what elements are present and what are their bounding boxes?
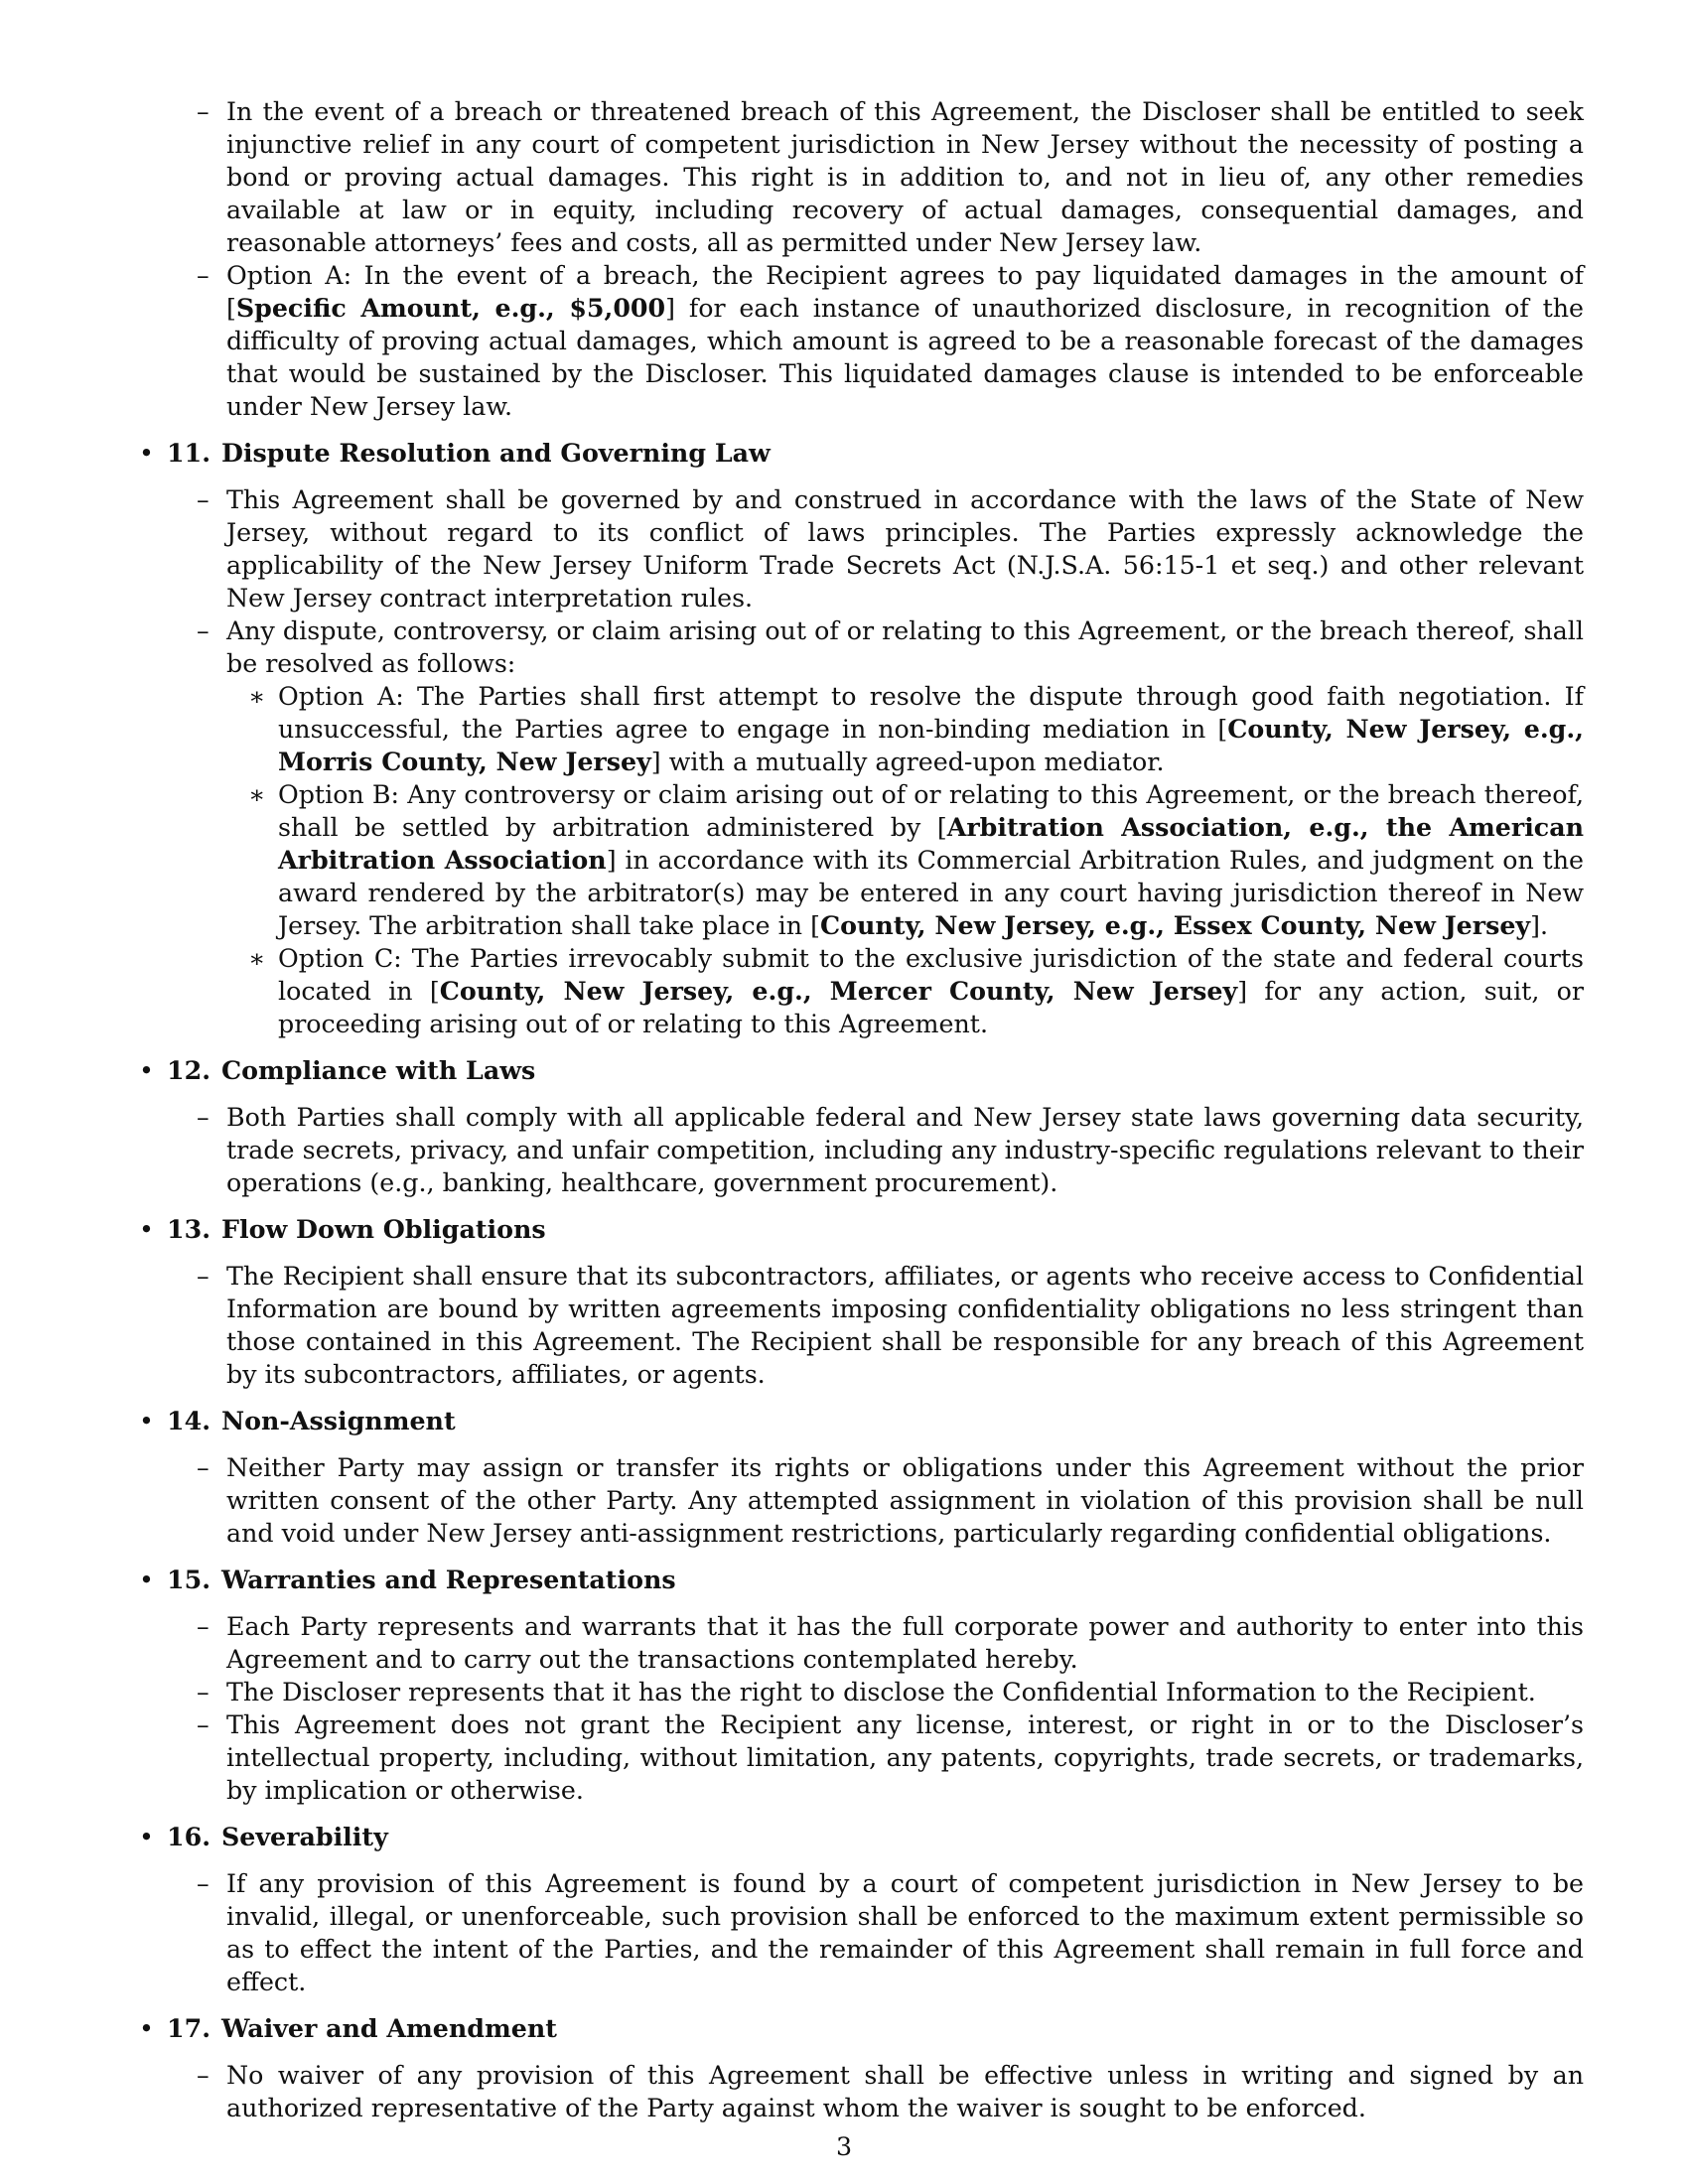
section-13 xyxy=(139,1213,1584,1391)
list-item: – No waiver of any provision of this Agreement shall be effective unless in writing and signed by an authorized representative of the Party against whom the waiver is sought to be enforced. xyxy=(226,2059,1584,2124)
option-item: ∗ Option B: Any controversy or claim arising out of or relating to this Agreement, or the breach thereof, shall be settled by arbitration administered by [Arbitration Association, e.g., the American Arbitration Association] in accordance with its Commercial Arbitration Rules, and judgment on the award rendered by the arbitrator(s) may be entered in any court having jurisdiction thereof in New Jersey. The arbitration shall take place in [County, New Jersey, e.g., Essex County, New Jersey]. xyxy=(278,778,1584,942)
section-15 xyxy=(139,1564,1584,1807)
section-list xyxy=(226,1101,1584,1199)
section-10-continued-list xyxy=(226,95,1584,423)
list-item: – The Recipient shall ensure that its subcontractors, affiliates, or agents who receive access to Confidential Information are bound by written agreements imposing confidentiality obligations no less stringent than those contained in this Agreement. The Recipient shall be responsible for any breach of this Agreement by its subcontractors, affiliates, or agents. xyxy=(226,1260,1584,1391)
section-list xyxy=(226,1260,1584,1391)
list-item: – This Agreement does not grant the Recipient any license, interest, or right in or to the Discloser’s intellectual property, including, without limitation, any patents, copyrights, trade secrets, or trademarks, by implication or otherwise. xyxy=(226,1708,1584,1807)
section-list xyxy=(226,2059,1584,2124)
option-item: ∗ Option A: The Parties shall first attempt to resolve the dispute through good faith negotiation. If unsuccessful, the Parties agree to engage in non-binding mediation in [County, New Jersey, e.g., Morris County, New Jersey] with a mutually agreed-upon mediator. xyxy=(278,680,1584,778)
section-heading: • 15. Warranties and Representations xyxy=(139,1564,1584,1596)
section-11 xyxy=(139,437,1584,1040)
list-item: – Neither Party may assign or transfer its rights or obligations under this Agreement without the prior written consent of the other Party. Any attempted assignment in violation of this provision shall be null and void under New Jersey anti-assignment restrictions, particularly regarding confidential obligations. xyxy=(226,1451,1584,1550)
list-item: – Option A: In the event of a breach, the Recipient agrees to pay liquidated damages in the amount of [Specific Amount, e.g., $5,000] for each instance of unauthorized disclosure, in recognition of the difficulty of proving actual damages, which amount is agreed to be a reasonable forecast of the damages that would be sustained by the Discloser. This liquidated damages clause is intended to be enforceable under New Jersey law. xyxy=(226,259,1584,423)
section-17 xyxy=(139,2012,1584,2124)
section-heading: • 11. Dispute Resolution and Governing Law xyxy=(139,437,1584,470)
option-item: ∗ Option C: The Parties irrevocably submit to the exclusive jurisdiction of the state and federal courts located in [County, New Jersey, e.g., Mercer County, New Jersey] for any action, suit, or proceeding arising out of or relating to this Agreement. xyxy=(278,942,1584,1040)
list-item: – Each Party represents and warrants that it has the full corporate power and authority to enter into this Agreement and to carry out the transactions contemplated hereby. xyxy=(226,1610,1584,1676)
document-page xyxy=(139,95,1584,2138)
page-number: 3 xyxy=(835,2132,853,2161)
section-heading: • 12. Compliance with Laws xyxy=(139,1054,1584,1087)
option-list xyxy=(278,680,1584,1040)
section-list xyxy=(226,1867,1584,1998)
section-list xyxy=(226,1451,1584,1550)
list-item: – If any provision of this Agreement is found by a court of competent jurisdiction in New Jersey to be invalid, illegal, or unenforceable, such provision shall be enforced to the maximum extent permissible so as to effect the intent of the Parties, and the remainder of this Agreement shall remain in full force and effect. xyxy=(226,1867,1584,1998)
section-heading: • 13. Flow Down Obligations xyxy=(139,1213,1584,1246)
section-list xyxy=(226,1610,1584,1807)
section-list xyxy=(226,483,1584,1040)
section-heading: • 17. Waiver and Amendment xyxy=(139,2012,1584,2045)
list-item: – This Agreement shall be governed by and construed in accordance with the laws of the State of New Jersey, without regard to its conflict of laws principles. The Parties expressly acknowledge the applicability of the New Jersey Uniform Trade Secrets Act (N.J.S.A. 56:15-1 et seq.) and other relevant New Jersey contract interpretation rules. xyxy=(226,483,1584,614)
section-16 xyxy=(139,1821,1584,1998)
list-item: – In the event of a breach or threatened breach of this Agreement, the Discloser shall be entitled to seek injunctive relief in any court of competent jurisdiction in New Jersey without the necessity of posting a bond or proving actual damages. This right is in addition to, and not in lieu of, any other remedies available at law or in equity, including recovery of actual damages, consequential damages, and reasonable attorneys’ fees and costs, all as permitted under New Jersey law. xyxy=(226,95,1584,259)
list-item: – The Discloser represents that it has the right to disclose the Confidential Information to the Recipient. xyxy=(226,1676,1584,1708)
list-item: – Any dispute, controversy, or claim arising out of or relating to this Agreement, or the breach thereof, shall be resolved as follows: ∗ Option A: The Parties shall first attempt to resolve the dispute through good faith negotiation. If unsuccessful, the Parties agree to engage in non-binding mediation in [County, New Jersey, e.g., Morris County, New Jersey] with a mutually agreed-upon mediator. ∗ Option B: Any controversy or claim arising out of or relating to this Agreement, or the breach thereof, shall be settled by arbitration administered by [Arbitration Association, e.g., the American Arbitration Association] in accordance with its Commercial Arbitration Rules, and judgment on the award rendered by the arbitrator(s) may be entered in any court having jurisdiction thereof in New Jersey. The arbitration shall take place in [County, New Jersey, e.g., Essex County, New Jersey]. ∗ Option C: The Parties irrevocably submit to the exclusive jurisdiction of the state and federal courts located in [County, New Jersey, e.g., Mercer County, New Jersey] for any action, suit, or proceeding arising out of or relating to this Agreement. xyxy=(226,614,1584,1040)
section-12 xyxy=(139,1054,1584,1199)
list-item: – Both Parties shall comply with all applicable federal and New Jersey state laws governing data security, trade secrets, privacy, and unfair competition, including any industry-specific regulations relevant to their operations (e.g., banking, healthcare, government procurement). xyxy=(226,1101,1584,1199)
section-heading: • 14. Non-Assignment xyxy=(139,1405,1584,1437)
section-14 xyxy=(139,1405,1584,1550)
section-heading: • 16. Severability xyxy=(139,1821,1584,1853)
